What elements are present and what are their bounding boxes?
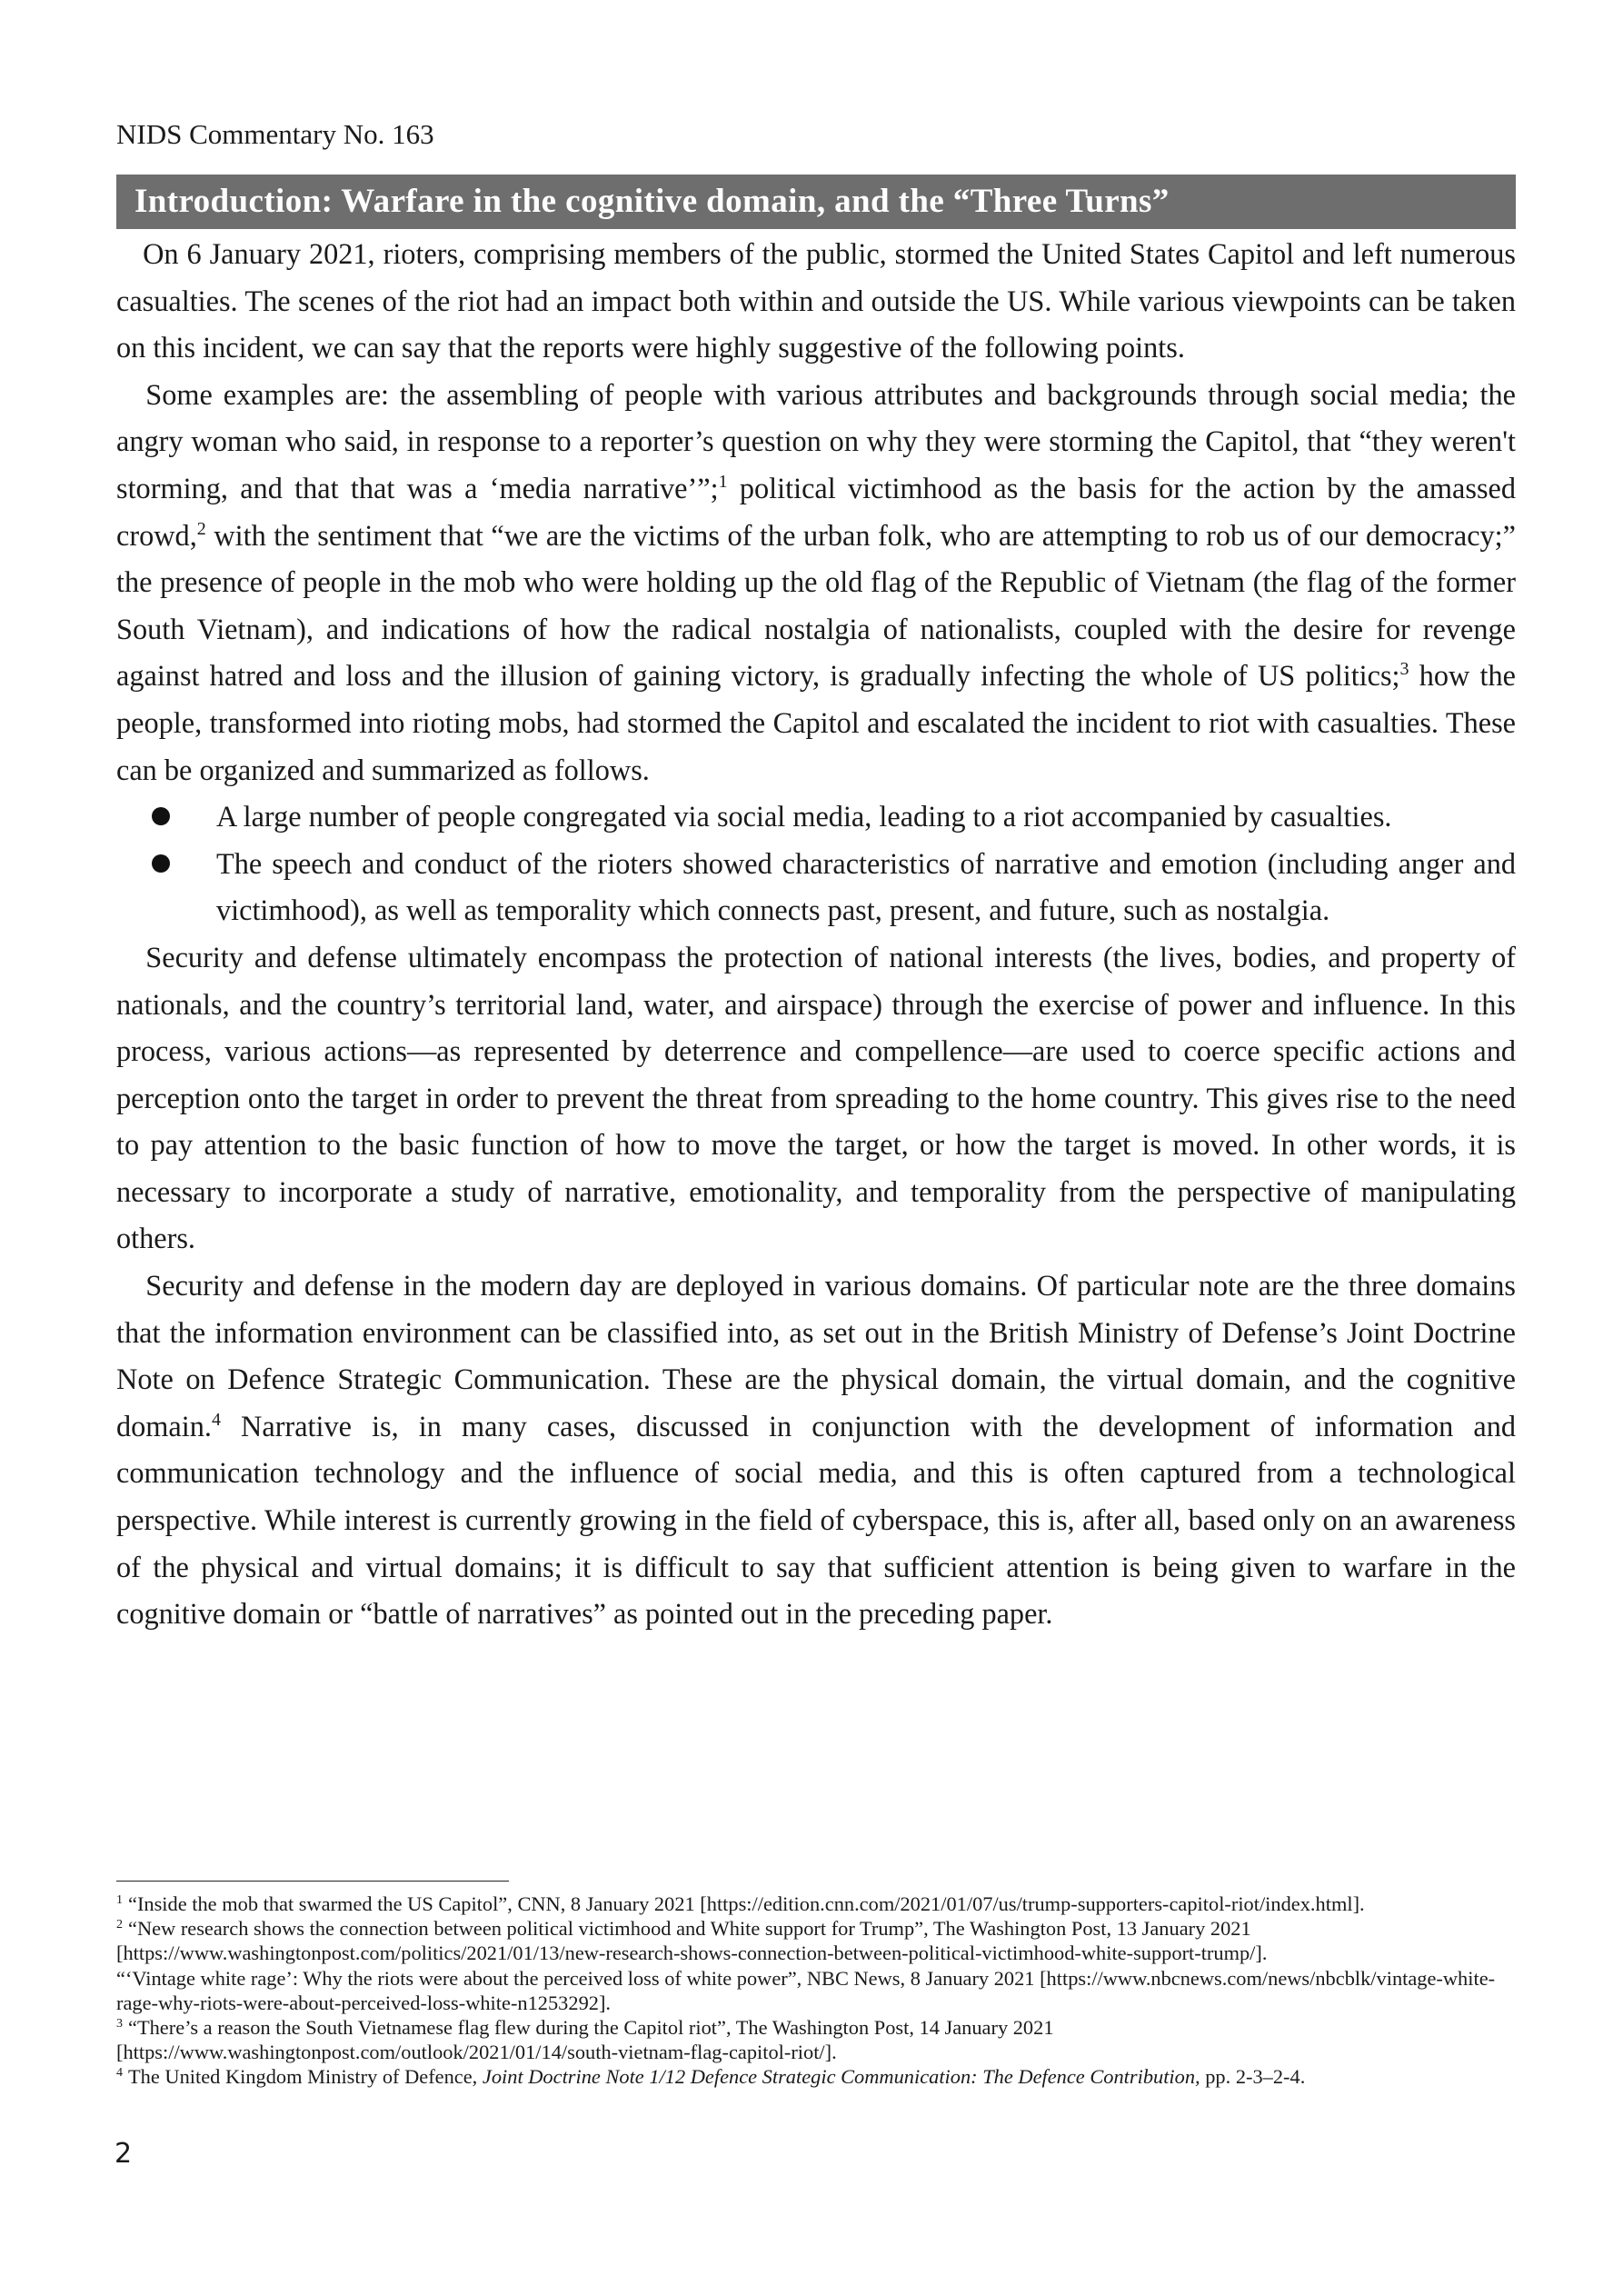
paragraph-4-part-b: Narrative is, in many cases, discussed in conjunction with the development of information and communication technology and the influence of social media, and this is often captured from a technological perspective. While interest is currently growing in the field of cyberspace, this is, after all, based only on an awareness of the physical and virtual domains; it is difficult to say that sufficient attention is being given to warfare in the cognitive domain or “battle of narratives” as pointed out in the preceding paper. <box>116 1409 1516 1631</box>
footnote-number: 1 <box>116 1893 123 1907</box>
footnote-text: “Inside the mob that swarmed the US Capitol”, CNN, 8 January 2021 [https://edition.cnn.com/2021/01/07/us/trump-supporters-capitol-riot/index.html]. <box>128 1892 1365 1915</box>
bullet-dot-icon <box>152 807 170 825</box>
paragraph-3: Security and defense ultimately encompass the protection of national interests (the lives, bodies, and property of nationals, and the country’s territorial land, water, and airspace) through the exercise of power and influence. In this process, various actions—as represented by deterrence and compellence—are used to coerce specific actions and perception onto the target in order to prevent the threat from spreading to the home country. This gives rise to the need to pay attention to the basic function of how to move the target, or how the target is moved. In other words, it is necessary to incorporate a study of narrative, emotionality, and temporality from the perspective of manipulating others. <box>116 940 1516 1255</box>
paragraph-2 <box>116 372 1516 794</box>
footnote-text: “New research shows the connection between political victimhood and White support for Trump”, The Washington Post, 13 January 2021 [https://www.washingtonpost.com/politics/2021/01/13/new-research-shows-connection-between-political-victimhood-white-support-trump/]. <box>116 1917 1268 1965</box>
footnote-number: 4 <box>116 2066 123 2081</box>
paragraph-2-part-c: with the sentiment that “we are the victims of the urban folk, who are attempting to rob us of our democracy;” the presence of people in the mob who were holding up the old flag of the Republic of Vietnam (the flag of the former South Vietnam), and indications of how the radical nostalgia of nationalists, coupled with the desire for revenge against hatred and loss and the illusion of gaining victory, is gradually infecting the whole of US politics; <box>116 518 1516 693</box>
footnote-divider <box>116 1881 509 1882</box>
footnote-1 <box>116 1892 1516 1916</box>
footnote-4 <box>116 2064 1516 2089</box>
footnote-number: 3 <box>116 2017 123 2031</box>
paragraph-2-part-a: Some examples are: the assembling of people with various attributes and backgrounds through social media; the angry woman who said, in response to a reporter’s question on why they were storming the Capitol, that “they weren't storming, and that that was a ‘media narrative’”; <box>116 377 1516 504</box>
running-header: NIDS Commentary No. 163 <box>116 118 434 150</box>
bullet-item <box>216 794 1516 841</box>
footnote-3 <box>116 2015 1516 2064</box>
footnote-doc-title: Joint Doctrine Note 1/12 Defence Strategic Communication: The Defence Contribution, <box>477 2065 1200 2089</box>
paragraph-1: On 6 January 2021, rioters, comprising members of the public, stormed the United States Capitol and left numerous casualties. The scenes of the riot had an impact both within and outside the US. While various viewpoints can be taken on this incident, we can say that the reports were highly suggestive of the following points. <box>116 237 1516 364</box>
paragraph-4-part-a: Security and defense in the modern day are deployed in various domains. Of particular note are the three domains that the information environment can be classified into, as set out in the British Ministry of Defense’s Joint Doctrine Note on Defence Strategic Communication. These are the physical domain, the virtual domain, and the cognitive domain. <box>116 1269 1516 1442</box>
footnote-ref-1[interactable]: 1 <box>718 471 728 492</box>
page-number: 2 <box>115 2138 133 2170</box>
paragraph-2-part-b: political victimhood as the basis for the action by the amassed crowd, <box>116 471 1516 552</box>
footnotes <box>116 1892 1516 2090</box>
footnote-number: 2 <box>116 1918 123 1932</box>
footnote-ref-2[interactable]: 2 <box>196 518 206 539</box>
footnote-2 <box>116 1916 1516 1965</box>
footnote-text: “There’s a reason the South Vietnamese flag flew during the Capitol riot”, The Washington Post, 14 January 2021 [https://www.washingtonpost.com/outlook/2021/01/14/south-vietnam-flag-capitol-riot/]. <box>116 2016 1054 2064</box>
section-heading: Introduction: Warfare in the cognitive domain, and the “Three Turns” <box>116 175 1516 229</box>
footnote-text: The United Kingdom Ministry of Defence, <box>128 2065 478 2089</box>
footnote-ref-3[interactable]: 3 <box>1399 659 1409 680</box>
bullet-text: The speech and conduct of the rioters showed characteristics of narrative and emotion (including anger and victimhood), as well as temporality which connects past, present, and future, such as nostalgia. <box>216 846 1516 927</box>
paragraph-4 <box>116 1263 1516 1638</box>
bullet-dot-icon <box>152 854 170 873</box>
footnote-2-continued: “‘Vintage white rage’: Why the riots were about the perceived loss of white power”, NBC News, 8 January 2021 [https://www.nbcnews.com/news/nbcblk/vintage-white-rage-why-riots-were-about-perceived-loss-white-n1253292]. <box>116 1966 1496 2014</box>
bullet-list <box>116 794 1516 934</box>
footnote-pages: pp. 2-3–2-4. <box>1200 2065 1306 2089</box>
bullet-item <box>216 841 1516 934</box>
body-text <box>116 231 1516 1638</box>
bullet-text: A large number of people congregated via social media, leading to a riot accompanied by casualties. <box>216 800 1392 834</box>
footnote-ref-4[interactable]: 4 <box>211 1409 221 1430</box>
paragraph-2-part-d: how the people, transformed into rioting mobs, had stormed the Capitol and escalated the incident to riot with casualties. These can be organized and summarized as follows. <box>116 659 1516 786</box>
